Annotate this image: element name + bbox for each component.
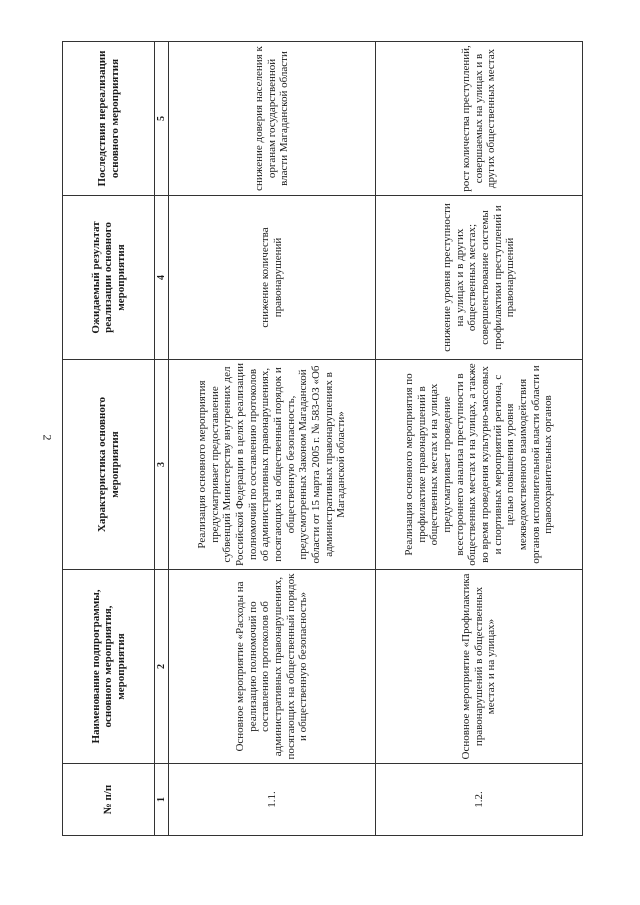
row-consequence: снижение доверия населения к органам государственной власти Магаданской области <box>169 42 376 196</box>
header-characteristic: Характеристика основного мероприятия <box>63 360 155 570</box>
row-characteristic: Реализация основного мероприятия предусматривает предоставление субвенций Министерству внутренних дел Российской Федерации в целях реализации полномочий по составлению протоколов об административных правонарушениях, посягающих на общественный порядок и общественную безопасность, предусмотренных Законом Магаданской области от 15 марта 2005 г. № 583-ОЗ «Об административных правонарушениях в Магаданской области» <box>169 360 376 570</box>
column-number: 1 <box>155 764 169 836</box>
activities-table <box>62 41 583 836</box>
column-number: 2 <box>155 570 169 764</box>
column-number: 4 <box>155 196 169 360</box>
row-consequence: рост количества преступлений, совершаемых на улицах и в других общественных местах <box>376 42 583 196</box>
table-header-row <box>63 42 155 836</box>
page-number: 2 <box>40 434 55 441</box>
header-name: Наименование подпрограммы, основного мероприятия, мероприятия <box>63 570 155 764</box>
document-table-container <box>62 42 582 836</box>
column-number: 3 <box>155 360 169 570</box>
header-consequence: Последствия нереализации основного мероприятия <box>63 42 155 196</box>
row-name: Основное мероприятие «Профилактика правонарушений в общественных местах и на улицах» <box>376 570 583 764</box>
column-number-row <box>155 42 169 836</box>
row-name: Основное мероприятие «Расходы на реализацию полномочий по составлению протоколов об административных правонарушениях, посягающих на общественный порядок и общественную безопасность» <box>169 570 376 764</box>
header-result: Ожидаемый результат реализации основного мероприятия <box>63 196 155 360</box>
rotated-landscape-table <box>62 42 582 836</box>
row-result: снижение уровня преступности на улицах и в других общественных местах; совершенствование системы профилактики преступлений и правонарушений <box>376 196 583 360</box>
row-characteristic: Реализация основного мероприятия по профилактике правонарушений в общественных местах и на улицах предусматривает проведение всестороннего анализа преступности в общественных местах и на улицах, а также во время проведения культурно-массовых и спортивных мероприятий региона, с целью повышения уровня межведомственного взаимодействия органов исполнительной власти области и правоохранительных органов <box>376 360 583 570</box>
row-result: снижение количества правонарушений <box>169 196 376 360</box>
header-num: № п/п <box>63 764 155 836</box>
row-number: 1.1. <box>169 764 376 836</box>
row-number: 1.2. <box>376 764 583 836</box>
table-row <box>169 42 376 836</box>
table-row <box>376 42 583 836</box>
column-number: 5 <box>155 42 169 196</box>
